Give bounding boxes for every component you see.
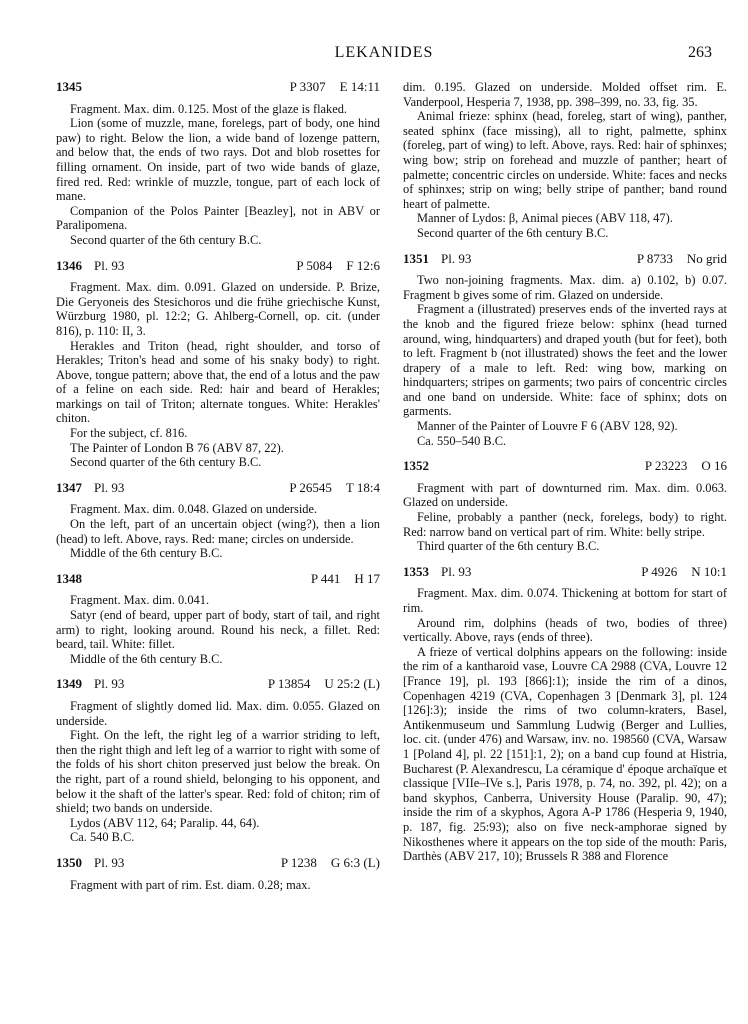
entry-paragraph: Fragment. Max. dim. 0.091. Glazed on underside. P. Brize, Die Geryoneis des Stesichoros und die frühe griechische Kunst, Würzburg 1980, pl. 12:2; G. Ahlberg-Cornell, op. cit. (under 816), p. 110: II, 3. — [56, 280, 380, 338]
plate-reference: Pl. 93 — [441, 250, 472, 266]
entry-paragraph: Animal frieze: sphinx (head, foreleg, start of wing), panther, seated sphinx (face missing), all to right, palmette, sphinx (foreleg, part of wing) to left. Above, rays. Red: hair of sphinxes; wing bow; strip on forehead and muzzle of panther; heart of palmette; concentric circles on underside. White: faces and necks of sphinxes; strip on wing; belly stripe of panther; band round heart of palmette. — [403, 109, 727, 211]
entry-heading — [56, 259, 380, 274]
plate-reference: Pl. 93 — [94, 676, 125, 692]
entry-paragraph: On the left, part of an uncertain object (wing?), then a lion (head) to left. Above, rays. Red: mane; circles on underside. — [56, 517, 380, 546]
entry-paragraph: For the subject, cf. 816. — [70, 426, 188, 441]
entry-date: Second quarter of the 6th century B.C. — [417, 225, 609, 240]
grid-reference: T 18:4 — [345, 479, 380, 495]
entry-paragraph: The Painter of London B 76 (ABV 87, 22). — [70, 440, 284, 455]
grid-reference: No grid — [686, 250, 727, 266]
catalog-entry — [56, 856, 380, 892]
entry-heading — [403, 565, 727, 580]
entry-number: 1348 — [56, 570, 82, 586]
entry-heading — [403, 252, 727, 267]
plate-reference: Pl. 93 — [441, 563, 472, 579]
catalog-entry — [56, 677, 380, 845]
entry-number: 1347 — [56, 479, 82, 495]
page-number: 263 — [688, 44, 712, 61]
entry-date: Second quarter of the 6th century B.C. — [70, 232, 262, 247]
left-column — [56, 80, 380, 903]
entry-paragraph: Herakles and Triton (head, right shoulder, and torso of Herakles; Triton's head and some of his snaky body) to right. Above, tongue pattern; above that, the end of a lotus and the paw of a feline on each side. Red: hair and beard of Herakles; markings on tail of Triton; alternate tongues. White: Herakles' chiton. — [56, 338, 380, 426]
entry-paragraph: Lydos (ABV 112, 64; Paralip. 44, 64). — [70, 815, 260, 830]
entry-date: Middle of the 6th century B.C. — [70, 651, 223, 666]
inventory-number: P 23223 — [644, 458, 688, 474]
entry-number: 1351 — [403, 250, 429, 266]
entry-paragraph: Around rim, dolphins (heads of two, bodies of three) vertically. Above, rays (ends of three). — [403, 615, 727, 645]
entry-paragraph: Fragment. Max. dim. 0.074. Thickening at bottom for start of rim. — [403, 586, 727, 615]
catalog-entry — [403, 459, 727, 554]
inventory-number: P 441 — [310, 570, 341, 586]
right-column — [403, 80, 727, 875]
entry-paragraph: Fight. On the left, the right leg of a warrior striding to left, then the right thigh and left leg of a warrior to right with some of the folds of his short chiton preserved just below the break. On the right, part of a round shield, belonging to his opponent, and below it the shaft of the latter's spear. Red: fold of chiton; rim of shield; two bands on underside. — [56, 728, 380, 816]
entry-paragraph: Fragment. Max. dim. 0.048. Glazed on underside. — [70, 502, 318, 517]
entry-heading — [403, 459, 727, 474]
entry-paragraph: Fragment a (illustrated) preserves ends of the inverted rays at the knob and the figured frieze below: sphinx (head turned around, wing, hindquarters) and draped youth (but for feet), both to left. Fragment b (not illustrated) shows the feet and the lower drapery of a male to left. Red: wing bow, marking on hindquarters; stripes on garments; two pairs of concentric circles and one band on underside. White: face of sphinx; dots on garments. — [403, 302, 727, 419]
entry-paragraph: Satyr (end of beard, upper part of body, start of tail, and right arm) to right, looking around. Round his neck, a fillet. Red: beard, tail. White: fillet. — [56, 608, 380, 652]
entry-date: Third quarter of the 6th century B.C. — [417, 539, 600, 554]
catalog-entry — [56, 481, 380, 561]
entry-heading — [56, 572, 380, 587]
page-header — [56, 44, 712, 64]
entry-paragraph: Fragment with part of rim. Est. diam. 0.28; max. — [70, 877, 311, 892]
entry-paragraph: Manner of the Painter of Louvre F 6 (ABV 128, 92). — [417, 419, 678, 434]
plate-reference: Pl. 93 — [94, 257, 125, 273]
catalog-entry — [403, 565, 727, 864]
entry-number: 1346 — [56, 257, 82, 273]
entry-date: Second quarter of the 6th century B.C. — [70, 455, 262, 470]
entry-paragraph: Lion (some of muzzle, mane, forelegs, part of body, one hind paw) to right. Below the lion, a wide band of lozenge pattern, and below that, the ends of two rays. Dot and blob rosettes for filling ornament. On inside, part of two wide bands of glaze, fired red. Red: wrinkle of muzzle, tongue, part of each lock of mane. — [56, 116, 380, 204]
entry-number: 1350 — [56, 854, 82, 870]
catalog-entry — [56, 259, 380, 470]
entry-date: Ca. 550–540 B.C. — [417, 433, 507, 448]
entry-paragraph: Manner of Lydos: β, Animal pieces (ABV 118, 47). — [417, 211, 673, 226]
entry-date: Ca. 540 B.C. — [70, 830, 135, 845]
grid-reference: U 25:2 (L) — [324, 676, 380, 692]
entry-heading — [56, 677, 380, 692]
entry-paragraph: Two non-joining fragments. Max. dim. a) 0.102, b) 0.07. Fragment b gives some of rim. Glazed on underside. — [403, 273, 727, 302]
running-title: LEKANIDES — [334, 44, 434, 61]
catalog-entry — [56, 572, 380, 667]
entry-paragraph: Companion of the Polos Painter [Beazley], not in ABV or Paralipomena. — [56, 203, 380, 233]
entry-heading — [56, 80, 380, 95]
grid-reference: G 6:3 (L) — [330, 854, 380, 870]
entry-paragraph: Feline, probably a panther (neck, forelegs, body) to right. Red: narrow band on vertical part of rim. White: belly stripe. — [403, 510, 727, 539]
catalog-entry — [56, 80, 380, 248]
entry-number: 1349 — [56, 676, 82, 692]
inventory-number: P 26545 — [289, 479, 332, 495]
entry-paragraph: Fragment. Max. dim. 0.125. Most of the glaze is flaked. — [70, 101, 348, 116]
entry-paragraph: Fragment with part of downturned rim. Max. dim. 0.063. Glazed on underside. — [403, 480, 727, 510]
inventory-number: P 5084 — [296, 257, 333, 273]
grid-reference: E 14:11 — [339, 79, 380, 94]
inventory-number: P 1238 — [280, 854, 317, 870]
entry-paragraph: dim. 0.195. Glazed on underside. Molded offset rim. E. Vanderpool, Hesperia 7, 1938, pp. 398–399, no. 33, fig. 35. — [403, 80, 727, 109]
plate-reference: Pl. 93 — [94, 854, 125, 870]
grid-reference: H 17 — [354, 570, 380, 586]
entry-paragraph: Fragment. Max. dim. 0.041. — [70, 593, 210, 608]
catalog-entry-continued — [403, 80, 727, 241]
entry-number: 1345 — [56, 79, 82, 94]
entry-date: Middle of the 6th century B.C. — [70, 546, 223, 561]
entry-heading — [56, 856, 380, 871]
plate-reference: Pl. 93 — [94, 479, 125, 495]
inventory-number: P 3307 — [289, 79, 326, 94]
entry-paragraph: Fragment of slightly domed lid. Max. dim. 0.055. Glazed on underside. — [56, 698, 380, 728]
inventory-number: P 8733 — [636, 250, 673, 266]
inventory-number: P 13854 — [267, 676, 311, 692]
entry-number: 1352 — [403, 458, 429, 474]
entry-number: 1353 — [403, 563, 429, 579]
catalog-entry — [403, 252, 727, 449]
grid-reference: N 10:1 — [691, 563, 727, 579]
grid-reference: F 12:6 — [346, 257, 380, 273]
entry-heading — [56, 481, 380, 496]
entry-paragraph: A frieze of vertical dolphins appears on the following: inside the rim of a kantharoid vase, Louvre CA 2988 (CVA, Louvre 12 [France 19], pl. 193 [866]:1); inside the rim of a dinos, Copenhagen 4219 (CVA, Copenhagen 3 [Denmark 3], pl. 124 [126]:3); inside the rims of two column-kraters, Basel, Antikenmuseum und Sammlung Ludwig (Berger and Lullies, loc. cit. (under 476) and Warsaw, inv. no. 198560 (CVA, Warsaw 1 [Poland 4], pl. 22 [151]:1, 2); on a band cup found at Histria, Bucharest (P. Alexandrescu, La céramique d' époque archaïque et classique [VIIe–IVe s.], Paris 1978, p. 74, no. 392, pl. 42); on a band skyphos, Canberra, University House (Paralip. 90, 47); inside the rim of a skyphos, Agora A-P 1786 (Hesperia 9, 1940, p. 187, fig. 25:93); also on five neck-amphorae signed by Nikosthenes where it appears on the top side of the mouth: Paris, Darthès (ABV 217, 10); Brussels R 388 and Florence — [403, 644, 727, 864]
grid-reference: O 16 — [701, 458, 727, 474]
inventory-number: P 4926 — [641, 563, 678, 579]
